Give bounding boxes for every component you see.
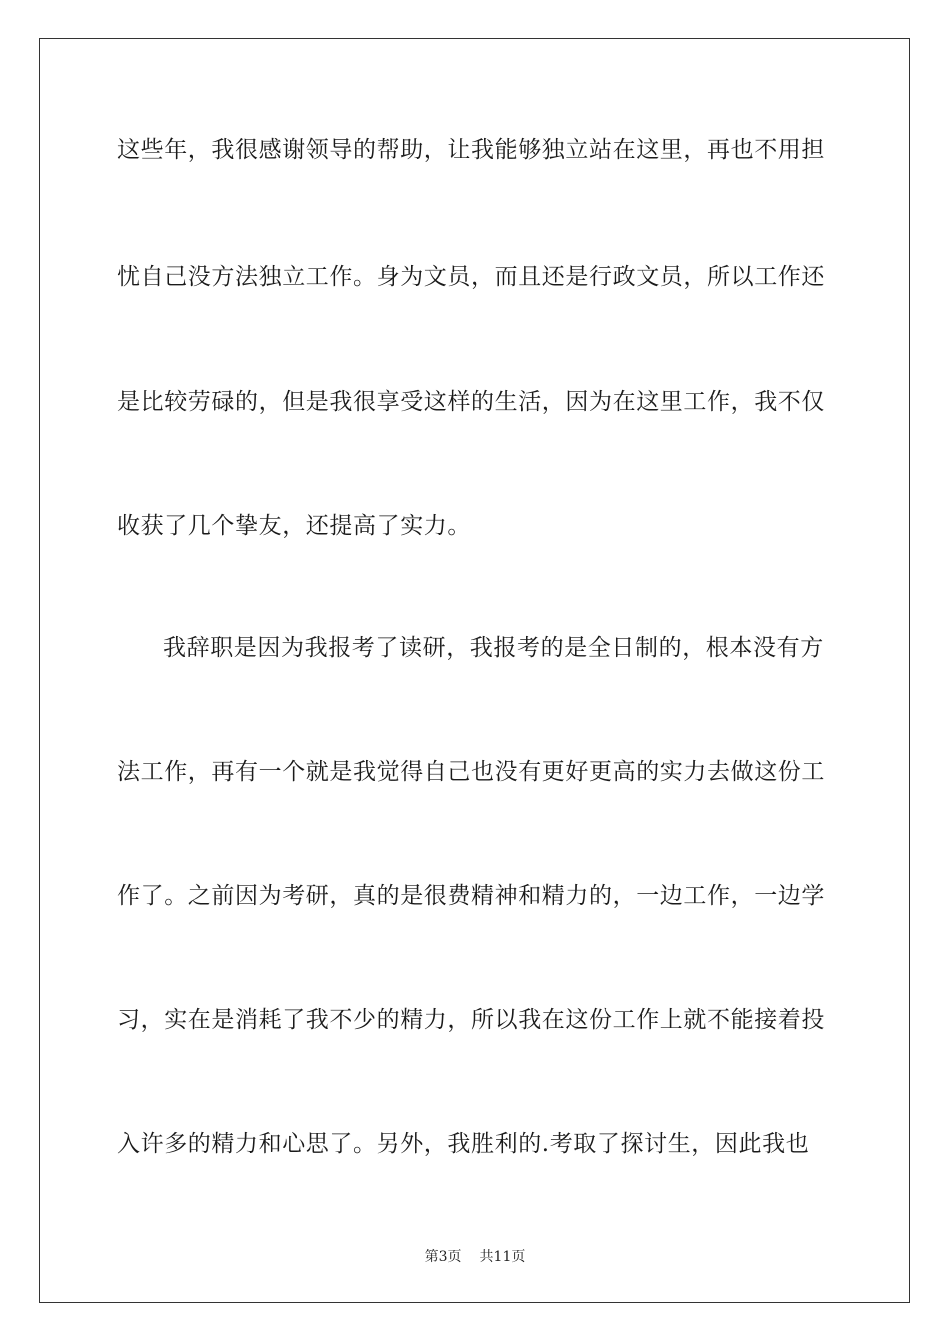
text-line-8: 习，实在是消耗了我不少的精力，所以我在这份工作上就不能接着投 <box>117 1007 825 1033</box>
text-line-2: 忧自己没方法独立工作。身为文员，而且还是行政文员，所以工作还 <box>117 264 825 290</box>
text-line-9: 入许多的精力和心思了。另外，我胜利的.考取了探讨生，因此我也 <box>117 1131 810 1157</box>
text-line-1: 这些年，我很感谢领导的帮助，让我能够独立站在这里，再也不用担 <box>117 137 825 163</box>
text-line-5: 我辞职是因为我报考了读研，我报考的是全日制的，根本没有方 <box>163 635 824 661</box>
page-total: 共11页 <box>479 1249 526 1265</box>
text-line-4: 收获了几个挚友，还提高了实力。 <box>117 513 471 539</box>
page-footer <box>0 1246 950 1266</box>
text-line-7: 作了。之前因为考研，真的是很费精神和精力的，一边工作，一边学 <box>117 883 825 909</box>
text-line-3: 是比较劳碌的，但是我很享受这样的生活，因为在这里工作，我不仅 <box>117 389 825 415</box>
page-border <box>39 38 910 1303</box>
text-line-6: 法工作，再有一个就是我觉得自己也没有更好更高的实力去做这份工 <box>117 759 825 785</box>
page-number: 第3页 <box>424 1249 462 1265</box>
